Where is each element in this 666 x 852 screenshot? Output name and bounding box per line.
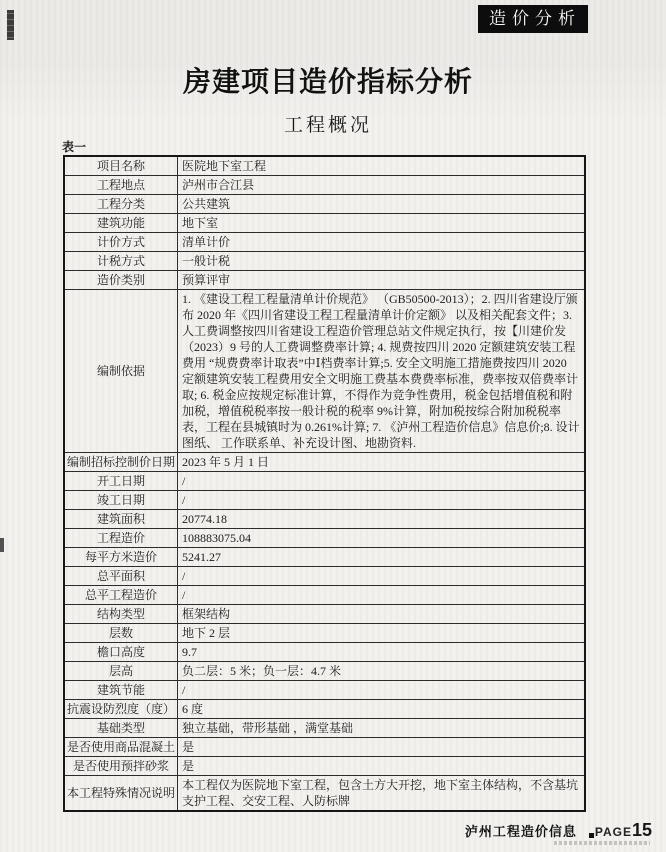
table-row — [64, 681, 585, 700]
row-value: 负二层：5 米；负一层：4.7 米 — [178, 662, 586, 681]
table-row — [64, 605, 585, 624]
table-row — [64, 472, 585, 491]
row-label: 结构类型 — [64, 605, 178, 624]
row-value: 预算评审 — [178, 271, 586, 290]
journal-name: 泸州工程造价信息 — [464, 824, 577, 839]
table-row — [64, 548, 585, 567]
row-label: 计税方式 — [64, 252, 178, 271]
row-value: / — [178, 681, 586, 700]
row-label: 计价方式 — [64, 233, 178, 252]
row-label: 是否使用预拌砂浆 — [64, 757, 178, 776]
table-row — [64, 491, 585, 510]
row-label: 基础类型 — [64, 719, 178, 738]
row-value: 20774.18 — [178, 510, 586, 529]
footer-square-mark — [589, 833, 594, 838]
section-badge: 造价分析 — [478, 5, 588, 33]
row-label: 造价类别 — [64, 271, 178, 290]
row-label: 编制招标控制价日期 — [64, 453, 178, 472]
row-label: 编制依据 — [64, 290, 178, 453]
row-label: 建筑功能 — [64, 214, 178, 233]
row-label: 总平面积 — [64, 567, 178, 586]
footer-fineprint-artifact — [554, 841, 650, 845]
page-number: 15 — [631, 820, 652, 840]
row-label: 工程地点 — [64, 176, 178, 195]
row-value: 清单计价 — [178, 233, 586, 252]
row-label: 檐口高度 — [64, 643, 178, 662]
row-value: / — [178, 586, 586, 605]
table-row — [64, 586, 585, 605]
row-value: 地下 2 层 — [178, 624, 586, 643]
table-row — [64, 176, 585, 195]
table-row — [64, 700, 585, 719]
row-value: / — [178, 567, 586, 586]
table-row — [64, 719, 585, 738]
row-label: 总平工程造价 — [64, 586, 178, 605]
table-row — [64, 510, 585, 529]
row-label: 项目名称 — [64, 156, 178, 176]
project-overview-table — [63, 155, 586, 812]
table-row — [64, 738, 585, 757]
page-footer — [465, 820, 652, 841]
row-label: 层高 — [64, 662, 178, 681]
table-row — [64, 195, 585, 214]
row-label: 层数 — [64, 624, 178, 643]
table-row — [64, 271, 585, 290]
row-value: / — [178, 491, 586, 510]
row-value: 是 — [178, 738, 586, 757]
page-word: PAGE — [594, 825, 632, 839]
row-value: 108883075.04 — [178, 529, 586, 548]
row-value: 1. 《建设工程工程量清单计价规范》 （GB50500-2013）；2. 四川省建设厅颁布 2020 年《四川省建设工程工程量清单计价定额》 以及相关配套文件；3. 人工费调整按四川省建设工程造价管理总站文件规定执行，按【川建价发 （2023）9 号的人工费调整费率计算; 4. 规费按四川 2020 定额建筑安装工程费用 “规费费率计取表”中Ⅰ档费率计算;5. 安全文明施工措施费按四川 2020 定额建筑安装工程费用安全文明施工费基本费费率标准，费率按双倍费率计取; 6. 税金应按规定标准计算，不得作为竞争性费用，税金包括增值税和附加税，增值税税率按一般计税的税率 9%计算，附加税按综合附加税税率表，工程在县城镇时为 0.261%计算; 7. 《泸州工程造价信息》信息价;8. 设计图纸、 工作联系单、补充设计图、地勘资料. — [178, 290, 586, 453]
table-row — [64, 529, 585, 548]
page-title: 房建项目造价指标分析 — [182, 67, 473, 98]
table-row — [64, 156, 585, 176]
row-value: 5241.27 — [178, 548, 586, 567]
page-subtitle: 工程概况 — [283, 115, 372, 136]
table-row — [64, 453, 585, 472]
table-caption: 表一 — [62, 140, 87, 154]
row-value: / — [178, 472, 586, 491]
edge-scan-artifact — [0, 538, 4, 552]
row-value: 独立基础，带形基础 ，满堂基础 — [178, 719, 586, 738]
row-label: 开工日期 — [64, 472, 178, 491]
row-value: 是 — [178, 757, 586, 776]
table-row — [64, 252, 585, 271]
row-value: 公共建筑 — [178, 195, 586, 214]
table-row — [64, 624, 585, 643]
binding-scan-artifact — [7, 10, 14, 40]
row-value: 框架结构 — [178, 605, 586, 624]
table-row — [64, 776, 585, 812]
table-row — [64, 214, 585, 233]
row-label: 本工程特殊情况说明 — [64, 776, 178, 812]
table-row — [64, 290, 585, 453]
row-label: 工程造价 — [64, 529, 178, 548]
table-row — [64, 233, 585, 252]
row-label: 工程分类 — [64, 195, 178, 214]
row-label: 抗震设防烈度（度） — [64, 700, 178, 719]
table-row — [64, 567, 585, 586]
row-value: 泸州市合江县 — [178, 176, 586, 195]
row-label: 建筑面积 — [64, 510, 178, 529]
row-value: 9.7 — [178, 643, 586, 662]
table-row — [64, 643, 585, 662]
row-value: 本工程仅为医院地下室工程，包含土方大开挖，地下室主体结构，不含基坑支护工程、交安工程、人防标牌 — [178, 776, 586, 812]
table-row — [64, 757, 585, 776]
table-row — [64, 662, 585, 681]
row-label: 每平方米造价 — [64, 548, 178, 567]
row-value: 地下室 — [178, 214, 586, 233]
row-value: 医院地下室工程 — [178, 156, 586, 176]
row-label: 建筑节能 — [64, 681, 178, 700]
row-value: 6 度 — [178, 700, 586, 719]
row-value: 2023 年 5 月 1 日 — [178, 453, 586, 472]
project-overview-table-body — [64, 156, 585, 811]
row-label: 竣工日期 — [64, 491, 178, 510]
row-label: 是否使用商品混凝土 — [64, 738, 178, 757]
row-value: 一般计税 — [178, 252, 586, 271]
